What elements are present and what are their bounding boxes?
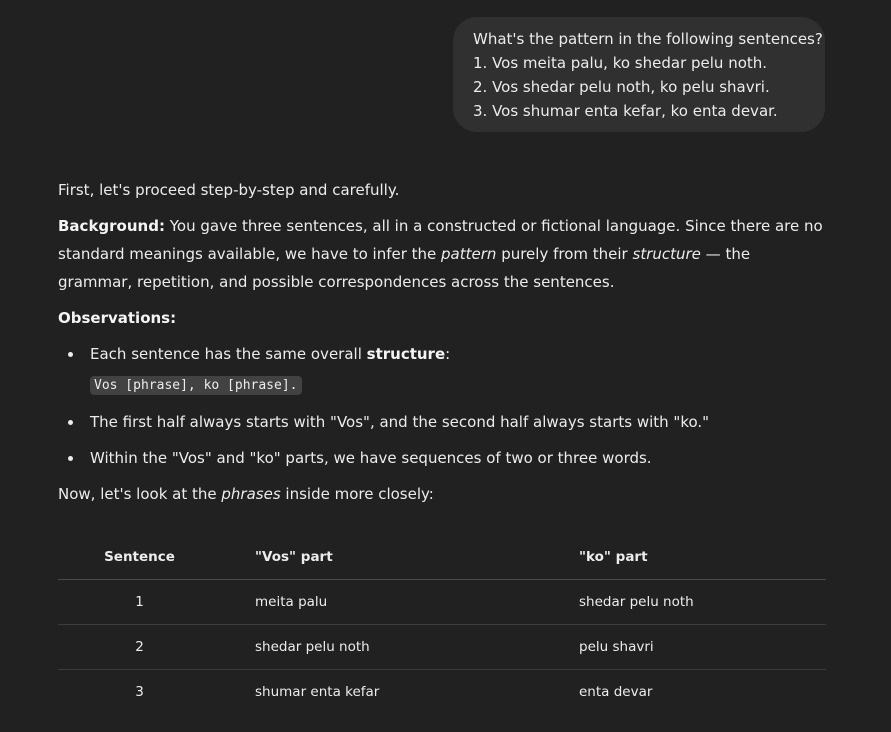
- background-label: Background:: [58, 217, 165, 235]
- phrase-table: [58, 535, 826, 714]
- cell-vos-part: shedar pelu noth: [255, 625, 579, 670]
- observation-text: Within the "Vos" and "ko" parts, we have sequences of two or three words.: [90, 449, 652, 467]
- background-text: purely from their: [496, 245, 633, 263]
- observation-text: Each sentence has the same overall: [90, 345, 367, 363]
- table-row: [58, 670, 826, 715]
- background-text: You gave three sentences, all in a constructed or fictional language. Since there are no standard meanings available, we have to infer the: [58, 217, 823, 263]
- cell-vos-part: shumar enta kefar: [255, 684, 380, 700]
- cell-ko-part: pelu shavri: [579, 625, 826, 670]
- observation-bold: structure: [366, 345, 446, 363]
- cell-ko-part: shedar pelu noth: [579, 580, 826, 625]
- now-emphasis: phrases: [221, 485, 281, 503]
- now-text: Now, let's look at the: [58, 485, 222, 503]
- list-item: [58, 444, 828, 472]
- cell-vos-part: meita palu: [255, 580, 579, 625]
- observations-list: [58, 340, 828, 472]
- background-emphasis: pattern: [441, 245, 497, 263]
- user-message-line: What's the pattern in the following sentences?: [473, 30, 823, 48]
- cell-sentence: 1: [58, 580, 255, 625]
- table-header-row: [58, 535, 826, 580]
- header-sentence: Sentence: [58, 535, 255, 580]
- cell-sentence: 2: [58, 625, 255, 670]
- observations-heading: [58, 304, 828, 332]
- table-row: [58, 625, 826, 670]
- cell-ko-part: enta devar: [579, 684, 653, 700]
- cell-sentence: 3: [135, 684, 144, 700]
- assistant-message: [58, 176, 828, 508]
- background-text: — the grammar, repetition, and possible correspondences across the sentences.: [58, 245, 751, 291]
- table-row: [58, 580, 826, 625]
- header-ko-part: "ko" part: [579, 535, 826, 580]
- now-text: inside more closely:: [280, 485, 434, 503]
- intro-paragraph: First, let's proceed step-by-step and carefully.: [58, 181, 400, 199]
- user-message-line: 2. Vos shedar pelu noth, ko pelu shavri.: [473, 78, 770, 96]
- header-vos-part: "Vos" part: [255, 535, 579, 580]
- observations-label: Observations:: [58, 309, 177, 327]
- now-paragraph: [58, 480, 828, 508]
- list-item: [58, 340, 828, 400]
- user-message-line: 3. Vos shumar enta kefar, ko enta devar.: [473, 102, 778, 120]
- inline-code: Vos [phrase], ko [phrase].: [90, 376, 302, 395]
- list-item: [58, 408, 828, 436]
- background-emphasis: structure: [632, 245, 701, 263]
- user-message-bubble: [453, 17, 825, 132]
- observation-text: The first half always starts with "Vos", and the second half always starts with "ko.": [90, 413, 710, 431]
- observation-text: :: [445, 345, 451, 363]
- background-paragraph: [58, 212, 828, 296]
- user-message-line: 1. Vos meita palu, ko shedar pelu noth.: [473, 54, 768, 72]
